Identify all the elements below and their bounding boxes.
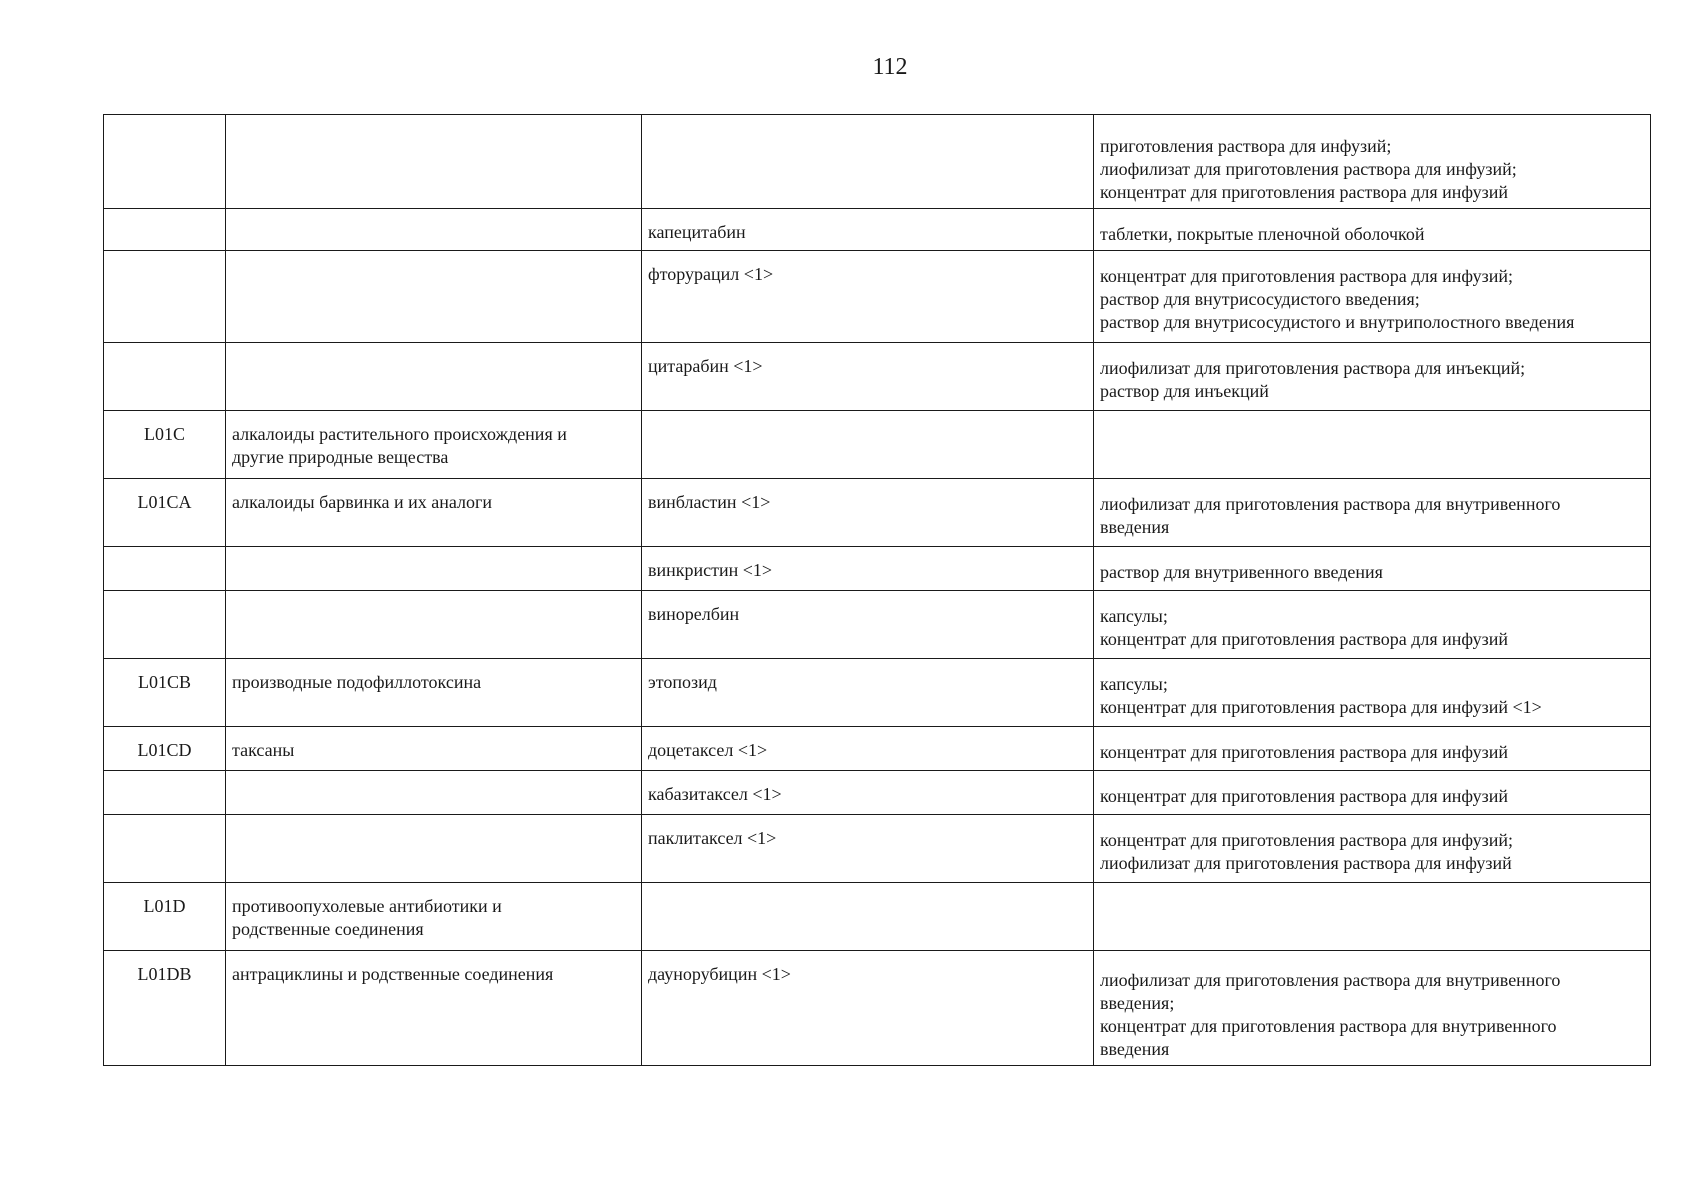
drug-name-cell: винбластин <1>: [642, 479, 1094, 547]
atc-code-cell: [104, 115, 226, 209]
group-name-cell: [226, 771, 642, 815]
dosage-forms-cell: [1094, 115, 1651, 209]
dosage-form-line: приготовления раствора для инфузий;: [1100, 136, 1392, 156]
dosage-form-line: введения: [1100, 517, 1170, 537]
atc-code-cell: [104, 771, 226, 815]
dosage-forms-cell: [1094, 815, 1651, 883]
dosage-forms-cell: [1094, 343, 1651, 411]
drug-name-cell: винорелбин: [642, 591, 1094, 659]
drug-name-cell: капецитабин: [642, 209, 1094, 251]
atc-code-cell: L01CD: [104, 727, 226, 771]
drug-name-cell: [642, 883, 1094, 951]
atc-code-cell: [104, 343, 226, 411]
drug-name-cell: винкристин <1>: [642, 547, 1094, 591]
atc-code-cell: [104, 815, 226, 883]
drug-name-cell: фторурацил <1>: [642, 251, 1094, 343]
dosage-form-line: раствор для внутрисосудистого введения;: [1100, 289, 1420, 309]
table-row: [104, 115, 1651, 209]
group-name-line: противоопухолевые антибиотики и: [232, 896, 502, 916]
table-row: [104, 727, 1651, 771]
dosage-form-line: лиофилизат для приготовления раствора для внутривенного: [1100, 494, 1561, 514]
group-name-cell: [226, 209, 642, 251]
group-name-cell: производные подофиллотоксина: [226, 659, 642, 727]
atc-code-cell: L01DB: [104, 951, 226, 1066]
atc-code-cell: L01CA: [104, 479, 226, 547]
dosage-form-line: лиофилизат для приготовления раствора для инфузий;: [1100, 159, 1517, 179]
table-row: [104, 951, 1651, 1066]
drug-name-cell: доцетаксел <1>: [642, 727, 1094, 771]
table-row: [104, 411, 1651, 479]
table-body: [104, 115, 1651, 1066]
dosage-forms-cell: [1094, 727, 1651, 771]
group-name-cell: [226, 411, 642, 479]
dosage-form-line: концентрат для приготовления раствора для инфузий: [1100, 742, 1508, 762]
drug-name-cell: кабазитаксел <1>: [642, 771, 1094, 815]
group-name-cell: [226, 115, 642, 209]
dosage-form-line: раствор для внутрисосудистого и внутриполостного введения: [1100, 312, 1575, 332]
dosage-form-line: концентрат для приготовления раствора для инфузий <1>: [1100, 697, 1542, 717]
dosage-forms-cell: [1094, 547, 1651, 591]
atc-code-cell: [104, 591, 226, 659]
dosage-form-line: концентрат для приготовления раствора для инфузий: [1100, 629, 1508, 649]
dosage-forms-cell: [1094, 479, 1651, 547]
group-name-cell: таксаны: [226, 727, 642, 771]
drug-name-cell: этопозид: [642, 659, 1094, 727]
drug-name-cell: даунорубицин <1>: [642, 951, 1094, 1066]
drug-name-cell: [642, 411, 1094, 479]
dosage-form-line: лиофилизат для приготовления раствора для инъекций;: [1100, 358, 1526, 378]
group-name-line: алкалоиды растительного происхождения и: [232, 424, 567, 444]
table-row: [104, 343, 1651, 411]
dosage-form-line: концентрат для приготовления раствора для инфузий: [1100, 786, 1508, 806]
group-name-cell: [226, 343, 642, 411]
dosage-forms-cell: [1094, 771, 1651, 815]
dosage-form-line: концентрат для приготовления раствора для инфузий: [1100, 182, 1508, 202]
atc-code-cell: [104, 547, 226, 591]
group-name-cell: [226, 251, 642, 343]
dosage-form-line: капсулы;: [1100, 674, 1168, 694]
group-name-cell: [226, 883, 642, 951]
group-name-cell: [226, 591, 642, 659]
dosage-form-line: раствор для инъекций: [1100, 381, 1269, 401]
group-name-cell: [226, 815, 642, 883]
drug-table: [103, 114, 1651, 1066]
group-name-cell: антрациклины и родственные соединения: [226, 951, 642, 1066]
dosage-forms-cell: [1094, 251, 1651, 343]
table-row: [104, 547, 1651, 591]
table-row: [104, 479, 1651, 547]
table-row: [104, 815, 1651, 883]
atc-code-cell: [104, 251, 226, 343]
group-name-line: родственные соединения: [232, 919, 424, 939]
drug-name-cell: [642, 115, 1094, 209]
dosage-forms-cell: [1094, 411, 1651, 479]
dosage-forms-cell: [1094, 951, 1651, 1066]
dosage-forms-cell: [1094, 209, 1651, 251]
table-row: [104, 591, 1651, 659]
dosage-form-line: лиофилизат для приготовления раствора для внутривенного: [1100, 970, 1561, 990]
atc-code-cell: [104, 209, 226, 251]
dosage-forms-cell: [1094, 659, 1651, 727]
group-name-cell: [226, 547, 642, 591]
dosage-forms-cell: [1094, 591, 1651, 659]
dosage-form-line: лиофилизат для приготовления раствора для инфузий: [1100, 853, 1512, 873]
dosage-form-line: капсулы;: [1100, 606, 1168, 626]
dosage-form-line: раствор для внутривенного введения: [1100, 562, 1383, 582]
dosage-form-line: концентрат для приготовления раствора для внутривенного: [1100, 1016, 1557, 1036]
dosage-form-line: концентрат для приготовления раствора для инфузий;: [1100, 266, 1513, 286]
page-number: 112: [872, 54, 908, 80]
atc-code-cell: L01CB: [104, 659, 226, 727]
dosage-forms-cell: [1094, 883, 1651, 951]
table-row: [104, 771, 1651, 815]
dosage-form-line: введения: [1100, 1039, 1170, 1059]
table-row: [104, 251, 1651, 343]
drug-name-cell: цитарабин <1>: [642, 343, 1094, 411]
table-row: [104, 659, 1651, 727]
dosage-form-line: введения;: [1100, 993, 1175, 1013]
group-name-line: другие природные вещества: [232, 447, 449, 467]
dosage-form-line: концентрат для приготовления раствора для инфузий;: [1100, 830, 1513, 850]
dosage-form-line: таблетки, покрытые пленочной оболочкой: [1100, 224, 1425, 244]
table-row: [104, 883, 1651, 951]
drug-name-cell: паклитаксел <1>: [642, 815, 1094, 883]
group-name-cell: алкалоиды барвинка и их аналоги: [226, 479, 642, 547]
atc-code-cell: L01D: [104, 883, 226, 951]
atc-code-cell: L01C: [104, 411, 226, 479]
table-row: [104, 209, 1651, 251]
